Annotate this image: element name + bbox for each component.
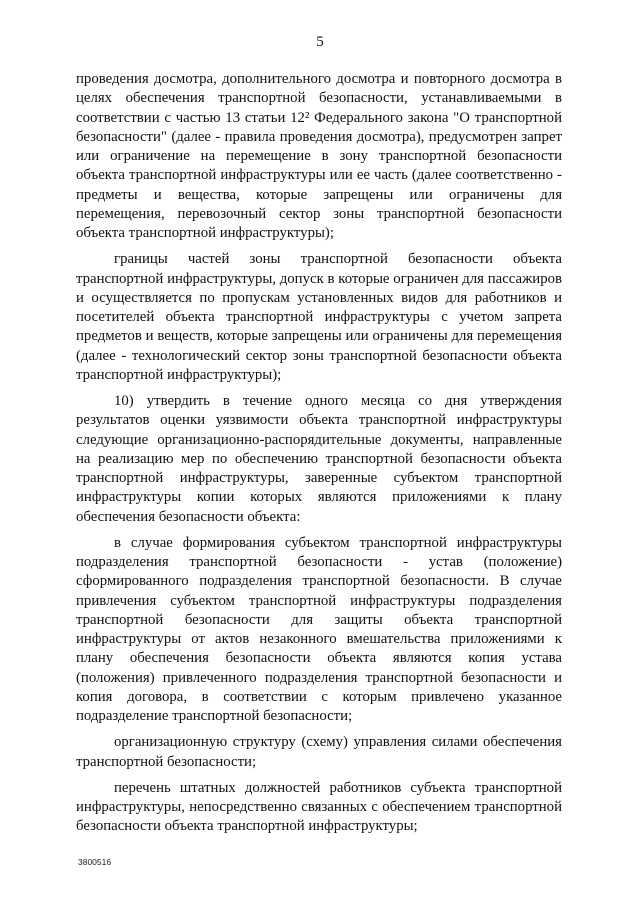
paragraph-6: перечень штатных должностей работников субъекта транспортной инфраструктуры, непосредственно связанных с обеспечением транспортной безопасности объекта транспортной инфраструктуры; bbox=[76, 779, 562, 835]
paragraph-2: границы частей зоны транспортной безопасности объекта транспортной инфраструктуры, допуск в которые ограничен для пассажиров и осуществляется по пропускам установленных видов для работников и посетителей объекта транспортной инфраструктуры с учетом запрета предметов и веществ, которые запрещены или ограничены для перемещения (далее - технологический сектор зоны транспортной безопасности объекта транспортной инфраструктуры); bbox=[76, 251, 562, 383]
document-body bbox=[76, 70, 562, 837]
paragraph-1: проведения досмотра, дополнительного досмотра и повторного досмотра в целях обеспечения транспортной безопасности, устанавливаемыми в соответствии с частью 13 статьи 12² Федерального закона "О транспортной безопасности" (далее - правила проведения досмотра), предусмотрен запрет или ограничение на перемещение в зону транспортной безопасности объекта транспортной инфраструктуры или ее часть (далее соответственно - предметы и вещества, которые запрещены или ограничены для перемещения, перевозочный сектор зоны транспортной безопасности объекта транспортной инфраструктуры); bbox=[76, 71, 562, 241]
paragraph-5: организационную структуру (схему) управления силами обеспечения транспортной безопасности; bbox=[76, 734, 562, 770]
document-code: 3800516 bbox=[78, 857, 112, 867]
paragraph-4: в случае формирования субъектом транспортной инфраструктуры подразделения транспортной безопасности - устав (положение) сформированного подразделения транспортной безопасности. В случае привлечения субъектом транспортной инфраструктуры подразделения транспортной безопасности для защиты объекта транспортной инфраструктуры от актов незаконного вмешательства приложениями к плану обеспечения безопасности объекта являются копия устава (положения) привлеченного подразделения транспортной безопасности и копия договора, в соответствии с которым привлечено указанное подразделение транспортной безопасности; bbox=[76, 534, 562, 724]
page-number: 5 bbox=[316, 34, 324, 50]
paragraph-3: 10) утвердить в течение одного месяца со дня утверждения результатов оценки уязвимости объекта транспортной инфраструктуры следующие организационно-распорядительные документы, направленные на реализацию мер по обеспечению транспортной безопасности объекта транспортной инфраструктуры, заверенные субъектом транспортной инфраструктуры копии которых являются приложениями к плану обеспечения безопасности объекта: bbox=[76, 393, 562, 525]
